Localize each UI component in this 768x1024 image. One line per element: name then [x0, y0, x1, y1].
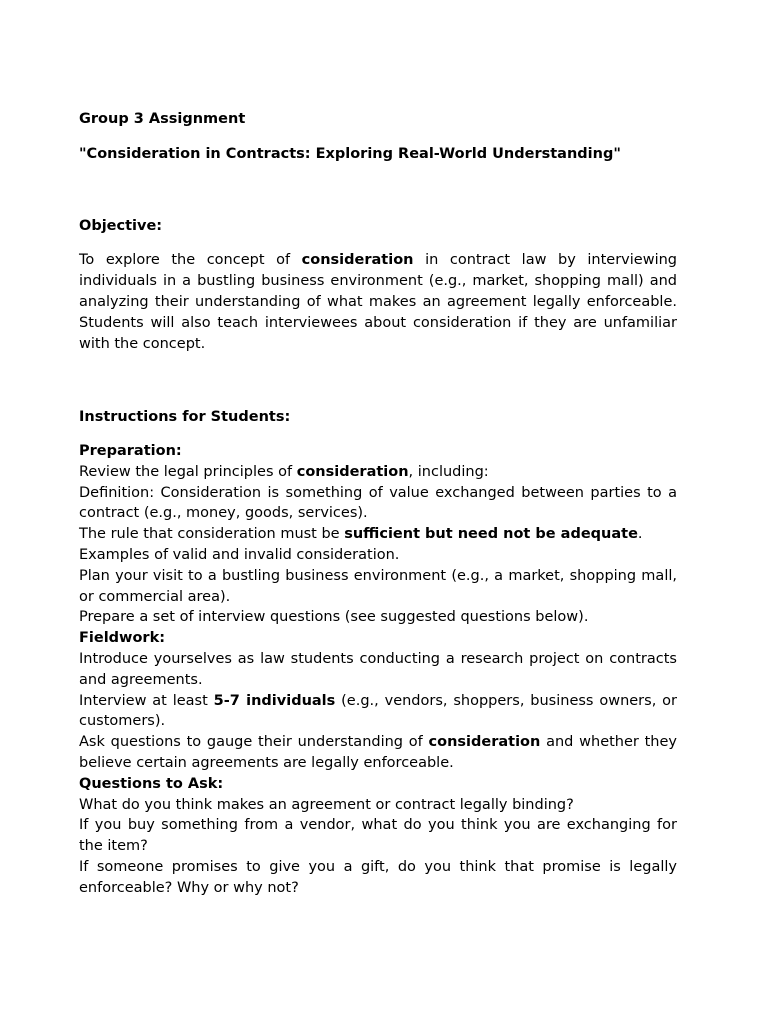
assignment-title: "Consideration in Contracts: Exploring Real-World Understanding" [79, 146, 621, 162]
list-item [0, 524, 677, 545]
list-text: and whether they believe certain agreements are legally enforceable. [79, 734, 678, 771]
list-item [0, 857, 677, 899]
list-item [0, 774, 677, 795]
list-bold-text: sufficient but need not be adequate [344, 526, 638, 543]
group-title: Group 3 Assignment [79, 111, 246, 127]
objective-heading: Objective: [79, 218, 163, 234]
list-text: Introduce yourselves as law students conducting a research project on contracts and agreements. [79, 650, 677, 688]
list-bold-text: consideration [428, 734, 541, 751]
list-text: (e.g., vendors, shoppers, business owners, or customers). [79, 692, 677, 730]
list-text: The rule that consideration must be [79, 526, 345, 543]
list-item [0, 607, 677, 628]
objective-text-2: in contract law by interviewing individuals in a bustling business environment (e.g., market, shopping mall) and analyzing their understanding of what makes an agreement legally enforceable. Students will also teach interviewees about consideration if they are unfamiliar with the concept. [79, 252, 677, 352]
list-text: Examples of valid and invalid consideration. [79, 546, 400, 563]
list-text: If you buy something from a vendor, what do you think you are exchanging for the item? [79, 817, 677, 855]
list-text: If someone promises to give you a gift, do you think that promise is legally enforceable? Why or why not? [79, 858, 677, 896]
list-text: Prepare a set of interview questions (see suggested questions below). [79, 609, 589, 626]
list-item [0, 691, 677, 733]
instructions-heading: Instructions for Students: [79, 409, 291, 425]
list-text: Review the legal principles of [79, 463, 297, 480]
list-item [0, 795, 677, 816]
list-item [0, 441, 677, 462]
list-item [0, 483, 677, 525]
objective-paragraph [79, 250, 677, 355]
list-bold-text: 5-7 individuals [213, 692, 336, 709]
list-text: What do you think makes an agreement or contract legally binding? [79, 796, 574, 813]
section-heading-questions: Questions to Ask: [79, 775, 224, 792]
list-item [0, 815, 677, 857]
section-heading-fieldwork: Fieldwork: [79, 630, 166, 647]
section-heading-preparation: Preparation: [79, 443, 182, 459]
instructions-list [0, 441, 768, 899]
list-text: Plan your visit to a bustling business environment (e.g., a market, shopping mall, or commercial area). [79, 567, 677, 605]
objective-text-1: To explore the concept of [79, 252, 302, 268]
list-item [0, 649, 677, 691]
list-bold-text: consideration [296, 463, 409, 480]
list-text: , including: [408, 463, 489, 480]
list-item [0, 462, 677, 483]
list-item [0, 545, 677, 566]
list-item [0, 566, 677, 608]
list-text: Interview at least [79, 692, 214, 709]
list-text: . [637, 526, 643, 543]
list-item [0, 732, 677, 774]
objective-term-consideration: consideration [301, 252, 414, 268]
list-text: Definition: Consideration is something of value exchanged between parties to a contract (e.g., money, goods, services). [79, 484, 677, 522]
list-text: Ask questions to gauge their understanding of [79, 734, 429, 751]
list-item [0, 628, 677, 649]
